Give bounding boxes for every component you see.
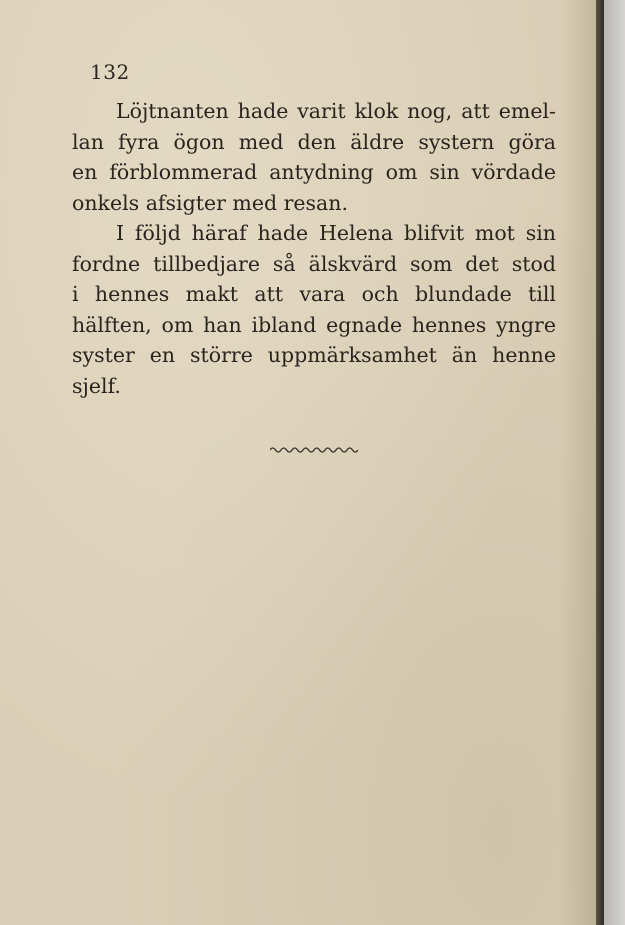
text-line: sjelf. xyxy=(72,373,121,398)
text-line: Löjtnanten hade varit klok nog, att emel- xyxy=(116,99,556,123)
spine-shadow xyxy=(560,0,596,925)
wavy-rule-icon xyxy=(270,444,358,456)
paragraph-2 xyxy=(72,218,556,401)
book-gutter xyxy=(596,0,604,925)
text-line: i hennes makt att vara och blundade till xyxy=(72,282,556,306)
body-text xyxy=(72,96,556,401)
text-line: onkels afsigter med resan. xyxy=(72,190,348,215)
text-line: lan fyra ögon med den äldre systern göra xyxy=(72,129,556,154)
page-number: 132 xyxy=(90,60,130,84)
text-line: I följd häraf hade Helena blifvit mot sin xyxy=(116,221,556,245)
text-line: en förblommerad antydning om sin vördade xyxy=(72,160,556,184)
text-line: fordne tillbedjare så älskvärd som det stod xyxy=(72,251,556,276)
paragraph-1 xyxy=(72,96,556,218)
text-line: syster en större uppmärksamhet än henne xyxy=(72,343,556,367)
text-line: hälften, om han ibland egnade hennes yngre xyxy=(72,312,556,337)
page-edge xyxy=(604,0,625,925)
